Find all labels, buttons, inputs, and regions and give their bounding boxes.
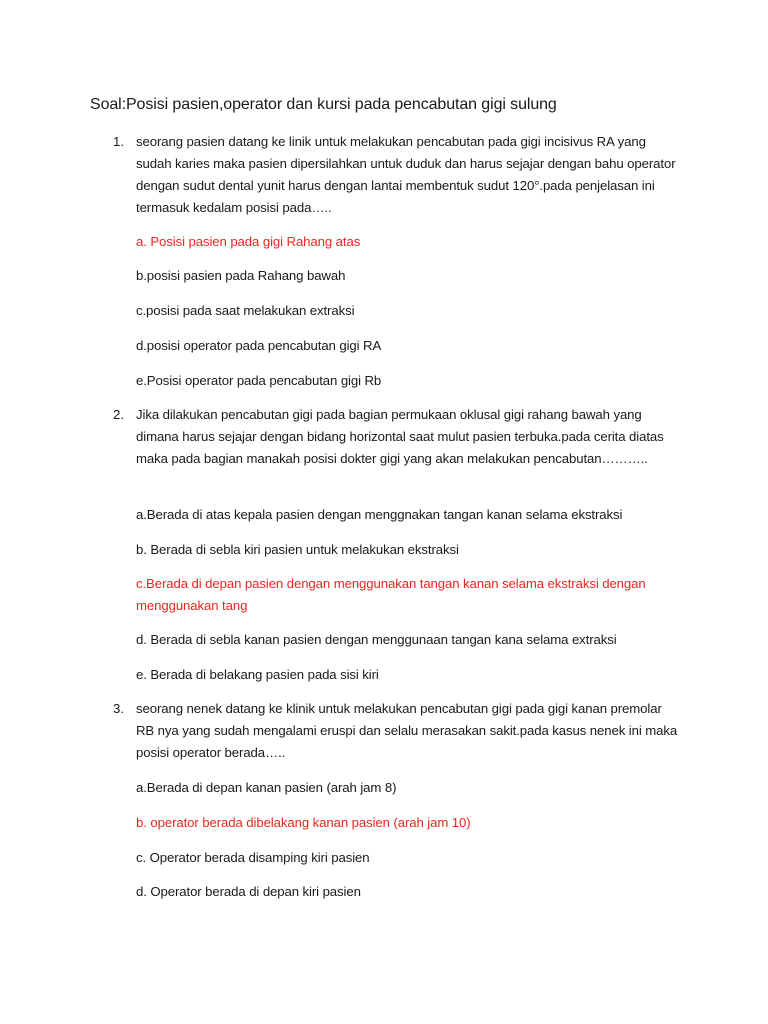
question-1-option-e: e.Posisi operator pada pencabutan gigi Rb <box>136 373 382 388</box>
question-1-number: 1. <box>113 134 124 149</box>
question-1-option-b: b.posisi pasien pada Rahang bawah <box>136 268 346 283</box>
question-1-option-d: d.posisi operator pada pencabutan gigi RA <box>136 338 382 353</box>
question-3-text: seorang nenek datang ke klinik untuk melakukan pencabutan gigi pada gigi kanan premolar RB nya yang sudah mengalami eruspi dan selalu merasakan sakit.pada kasus nenek ini maka posisi operator berada….. <box>136 701 678 760</box>
question-2-option-e: e. Berada di belakang pasien pada sisi kiri <box>136 667 379 682</box>
question-2-option-d: d. Berada di sebla kanan pasien dengan menggunaan tangan kana selama extraksi <box>136 632 617 647</box>
question-3-option-d: d. Operator berada di depan kiri pasien <box>136 884 361 899</box>
question-2-number: 2. <box>113 407 124 422</box>
question-3-option-a: a.Berada di depan kanan pasien (arah jam 8) <box>136 780 397 795</box>
question-1-option-c: c.posisi pada saat melakukan extraksi <box>136 303 355 318</box>
question-2-text: Jika dilakukan pencabutan gigi pada bagian permukaan oklusal gigi rahang bawah yang dimana harus sejajar dengan bidang horizontal saat mulut pasien terbuka.pada cerita diatas maka pada bagian manakah posisi dokter gigi yang akan melakukan pencabutan……….. <box>136 407 664 466</box>
question-1-text: seorang pasien datang ke linik untuk melakukan pencabutan pada gigi incisivus RA yang sudah karies maka pasien dipersilahkan untuk duduk dan harus sejajar dengan bahu operator dengan sudut dental yunit harus dengan lantai membentuk sudut 120°.pada penjelasan ini termasuk kedalam posisi pada….. <box>136 134 676 215</box>
question-2-option-c-correct: c.Berada di depan pasien dengan menggunakan tangan kanan selama ekstraksi dengan menggunakan tang <box>136 576 646 613</box>
question-3-option-b-correct: b. operator berada dibelakang kanan pasien (arah jam 10) <box>136 815 471 830</box>
question-3-option-c: c. Operator berada disamping kiri pasien <box>136 850 370 865</box>
question-2-option-a: a.Berada di atas kepala pasien dengan menggnakan tangan kanan selama ekstraksi <box>136 507 623 522</box>
question-1-option-a-correct: a. Posisi pasien pada gigi Rahang atas <box>136 234 361 249</box>
question-2-option-b: b. Berada di sebla kiri pasien untuk melakukan ekstraksi <box>136 542 459 557</box>
page-title: Soal:Posisi pasien,operator dan kursi pada pencabutan gigi sulung <box>90 96 557 113</box>
question-3-number: 3. <box>113 701 124 716</box>
